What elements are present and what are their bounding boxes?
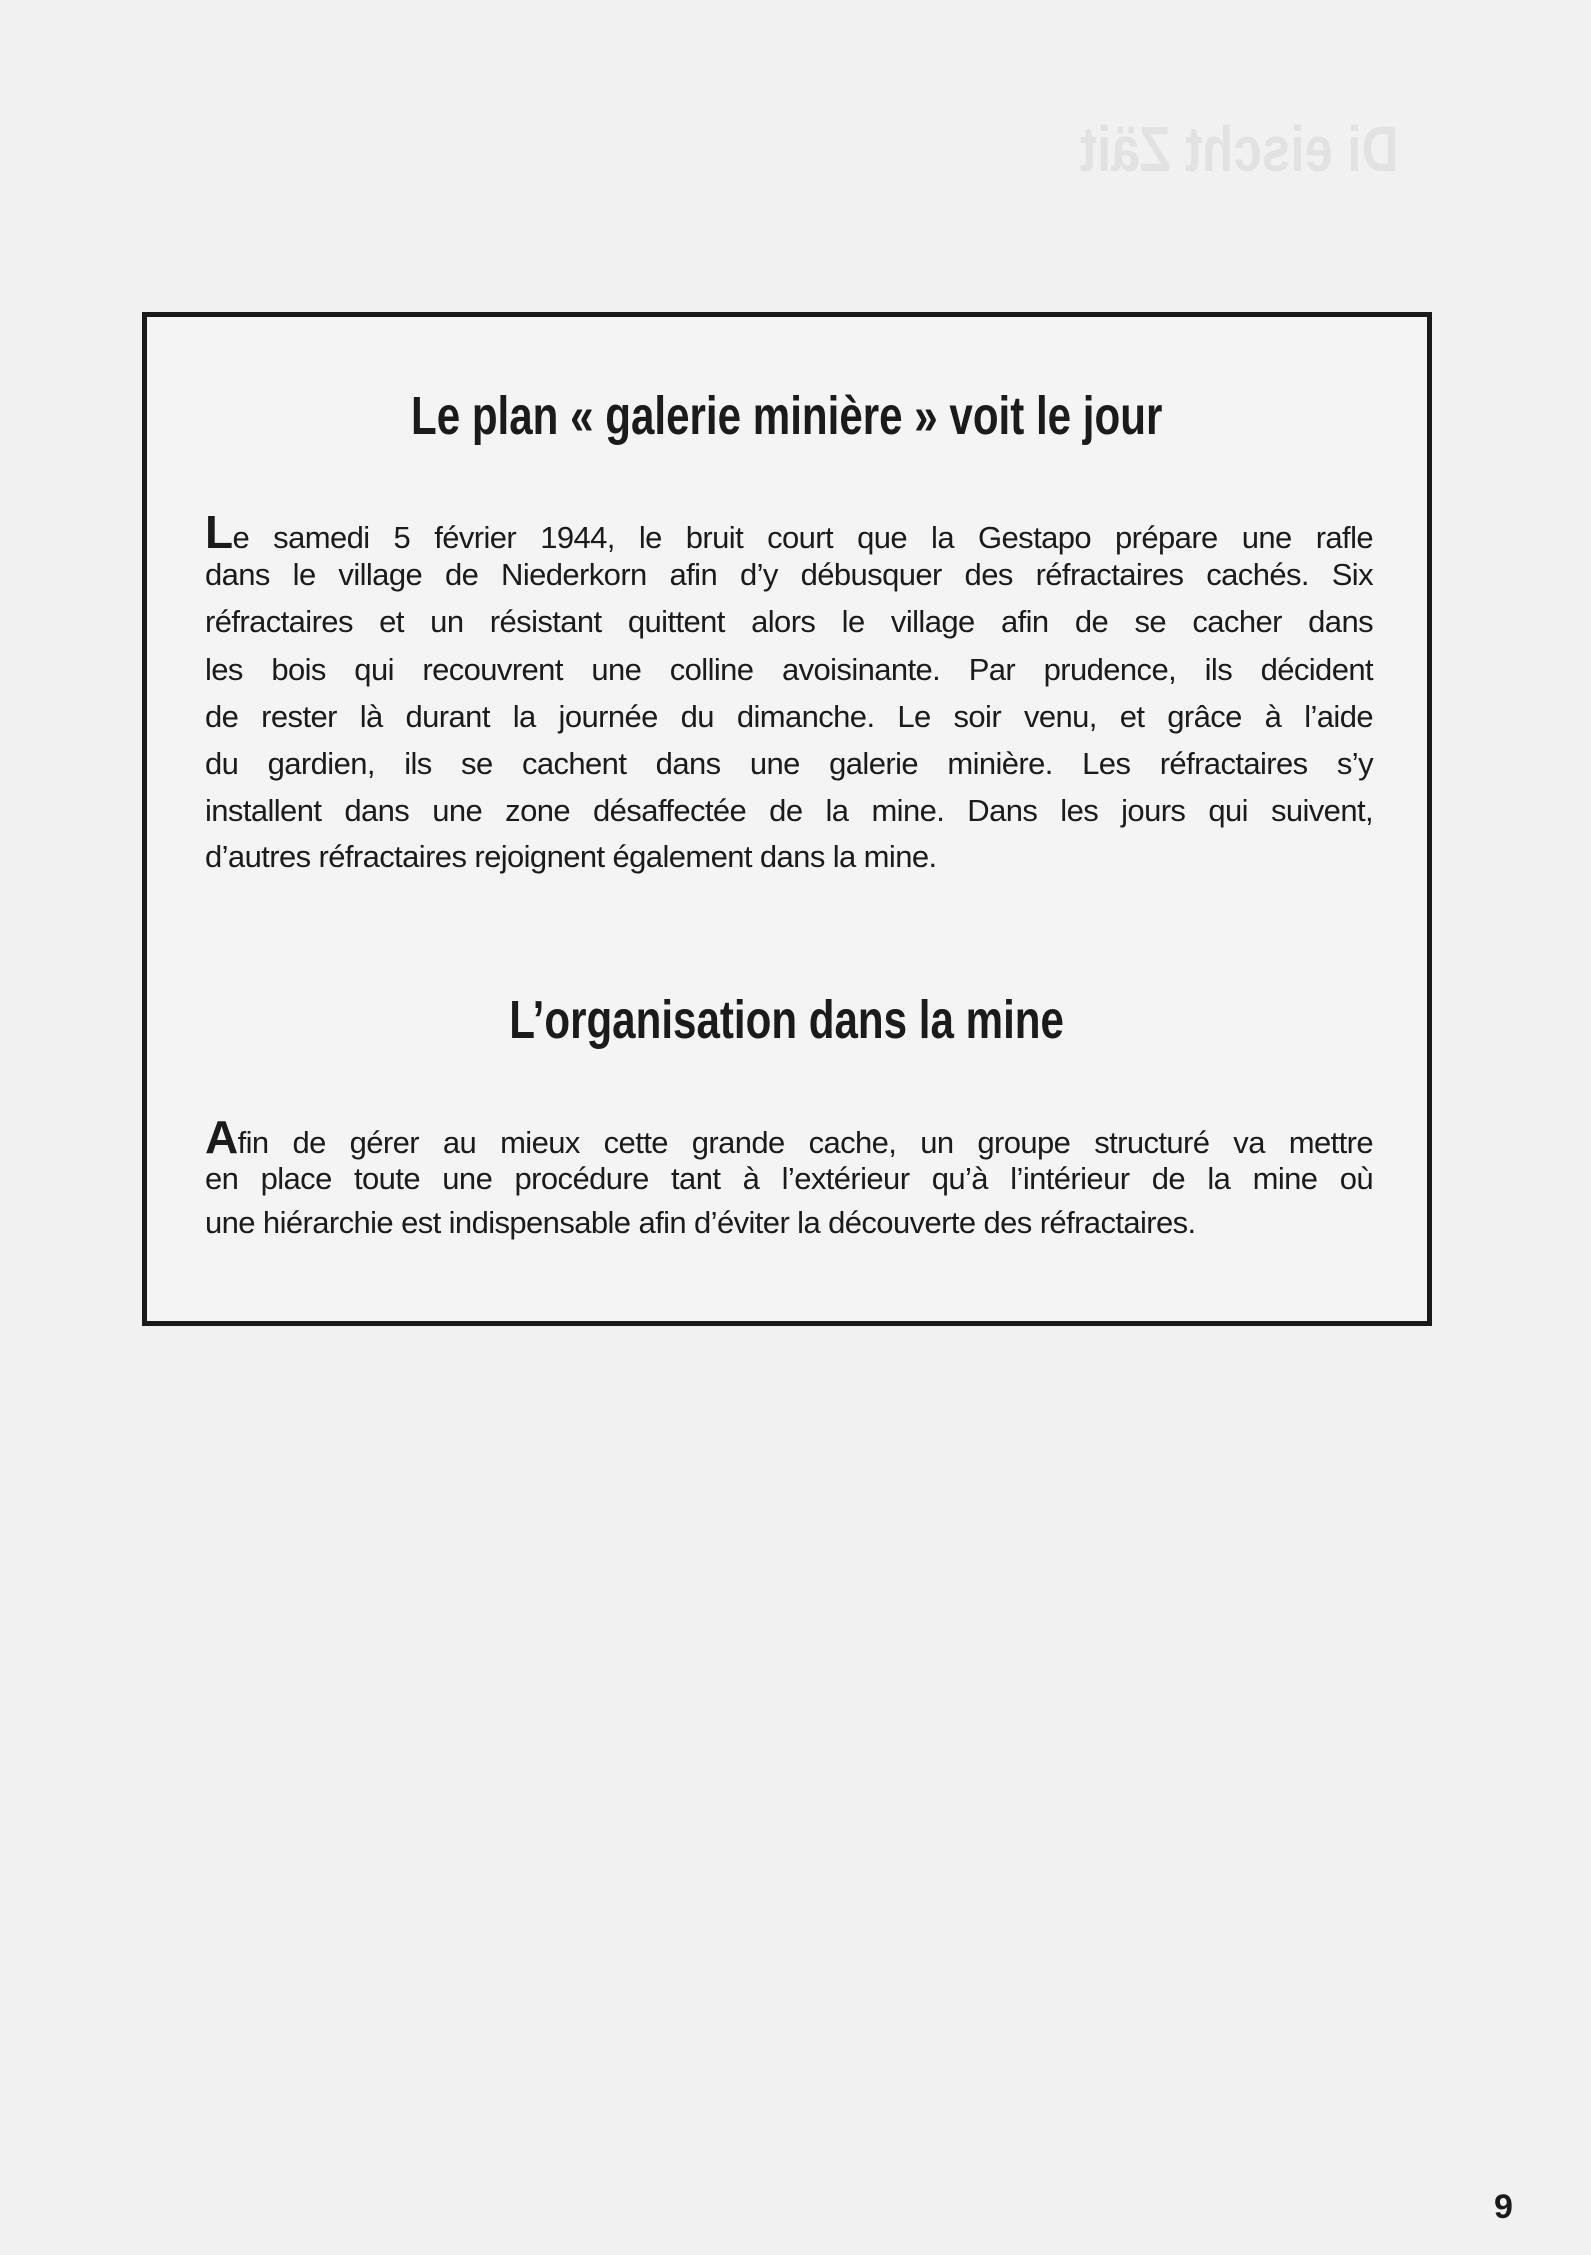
paragraph-line: du gardien, ils se cachent dans une galerie minière. Les réfractaires s’y xyxy=(205,746,1373,781)
paragraph-line: Le samedi 5 février 1944, le bruit court que la Gestapo prépare une rafle xyxy=(205,506,1373,558)
drop-cap: L xyxy=(205,506,233,558)
paragraph-line: en place toute une procédure tant à l’extérieur qu’à l’intérieur de la mine où xyxy=(205,1161,1373,1196)
framed-text-box xyxy=(142,312,1432,1326)
bleed-through-heading: Di eischt Zäit xyxy=(1079,113,1399,185)
paragraph-line: installent dans une zone désaffectée de la mine. Dans les jours qui suivent, xyxy=(205,793,1373,828)
drop-cap: A xyxy=(205,1111,238,1163)
paragraph-line: réfractaires et un résistant quittent alors le village afin de se cacher dans xyxy=(205,604,1373,639)
paragraph-line: une hiérarchie est indispensable afin d’éviter la découverte des réfractaires. xyxy=(205,1205,1196,1240)
section-heading-plan: Le plan « galerie minière » voit le jour xyxy=(411,386,1163,446)
section-heading-organisation: L’organisation dans la mine xyxy=(509,990,1065,1050)
paragraph-line: d’autres réfractaires rejoignent également dans la mine. xyxy=(205,839,937,874)
paragraph-line: Afin de gérer au mieux cette grande cache, un groupe structuré va mettre xyxy=(205,1111,1373,1163)
paragraph-line: les bois qui recouvrent une colline avoisinante. Par prudence, ils décident xyxy=(205,652,1373,687)
paragraph-line: dans le village de Niederkorn afin d’y débusquer des réfractaires cachés. Six xyxy=(205,557,1373,592)
paragraph-line: de rester là durant la journée du dimanche. Le soir venu, et grâce à l’aide xyxy=(205,699,1373,734)
page-number: 9 xyxy=(1494,2188,1513,2226)
